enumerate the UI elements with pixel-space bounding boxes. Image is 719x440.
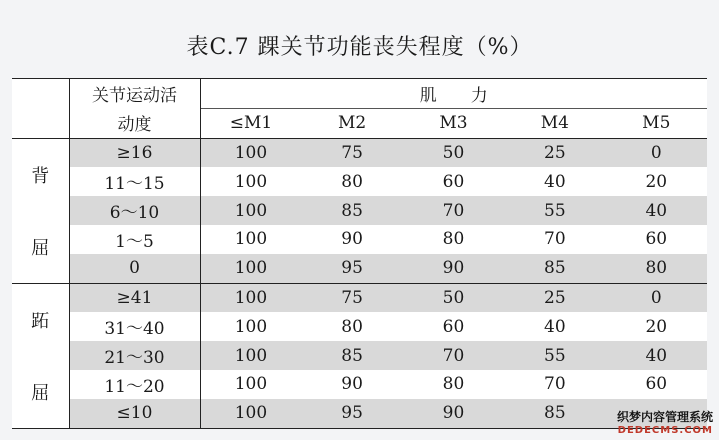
value-cell: 60 [403,312,504,341]
value-cell: 100 [200,138,301,167]
value-cell: 100 [200,283,301,312]
value-cell: 40 [606,341,707,370]
value-cell: 100 [200,254,301,283]
value-cell: 50 [403,138,504,167]
value-cell: 40 [504,167,605,196]
value-cell: 20 [606,167,707,196]
header-row-1 [12,79,707,109]
table-row [12,225,707,254]
range-cell: ≥41 [69,283,200,312]
grade-header-m1: ≤M1 [200,108,301,138]
value-cell: 90 [403,399,504,428]
value-cell: 90 [301,370,402,399]
value-cell: 40 [606,196,707,225]
range-cell: ≤10 [69,399,200,428]
motion-direction-cell [12,283,69,428]
value-cell: 55 [504,196,605,225]
range-header-line2: 动度 [69,108,200,138]
range-cell: 31～40 [69,312,200,341]
table-row [12,196,707,225]
grade-header-m5: M5 [606,108,707,138]
value-cell: 60 [403,167,504,196]
range-cell: 6～10 [69,196,200,225]
table-row [12,138,707,167]
value-cell: 100 [200,399,301,428]
value-cell: 75 [301,138,402,167]
table-row [12,370,707,399]
value-cell: 100 [200,225,301,254]
range-cell: 11～20 [69,370,200,399]
value-cell: 95 [301,254,402,283]
table-row [12,341,707,370]
value-cell: 85 [504,254,605,283]
value-cell: 85 [301,196,402,225]
value-cell: 80 [301,167,402,196]
table-row [12,167,707,196]
watermark-line2: DEDECMS.COM [617,425,713,436]
strength-header: 肌 力 [200,79,707,109]
value-cell: 60 [606,225,707,254]
ankle-function-table [12,78,707,429]
motion-direction-char: 屈 [31,237,50,259]
table-row [12,254,707,283]
value-cell: 80 [403,370,504,399]
table-title: 表C.7 踝关节功能丧失程度（%） [186,35,533,60]
value-cell: 70 [403,341,504,370]
range-cell: 0 [69,254,200,283]
value-cell: 85 [301,341,402,370]
header-row-2 [12,108,707,138]
value-cell: 80 [301,312,402,341]
grade-header-m3: M3 [403,108,504,138]
value-cell: 70 [504,225,605,254]
value-cell: 95 [301,399,402,428]
motion-direction-char: 跖 [31,310,50,332]
watermark-line1: 织梦内容管理系统 [616,410,713,424]
value-cell: 90 [301,225,402,254]
motion-direction-char: 屈 [31,382,50,404]
value-cell: 100 [200,196,301,225]
value-cell: 75 [301,283,402,312]
value-cell: 100 [200,370,301,399]
value-cell: 25 [504,138,605,167]
value-cell: 25 [504,283,605,312]
range-cell: 11～15 [69,167,200,196]
header-corner-cell [12,79,69,139]
value-cell: 100 [200,167,301,196]
watermark [617,408,713,436]
value-cell: 40 [504,312,605,341]
value-cell: 20 [606,312,707,341]
range-cell: ≥16 [69,138,200,167]
value-cell: 0 [606,283,707,312]
table-row [12,312,707,341]
motion-direction-cell [12,138,69,283]
range-header-line1: 关节运动活 [69,79,200,109]
grade-header-m2: M2 [301,108,402,138]
grade-header-m4: M4 [504,108,605,138]
value-cell: 70 [403,196,504,225]
value-cell: 90 [403,254,504,283]
value-cell: 100 [200,312,301,341]
value-cell: 85 [504,399,605,428]
motion-direction-char: 背 [31,165,50,187]
value-cell: 50 [403,283,504,312]
value-cell: 55 [504,341,605,370]
range-cell: 21～30 [69,341,200,370]
table-row [12,283,707,312]
value-cell: 0 [606,138,707,167]
value-cell: 80 [403,225,504,254]
value-cell: 60 [606,370,707,399]
value-cell: 80 [606,254,707,283]
table-row [12,399,707,428]
value-cell: 100 [200,341,301,370]
value-cell: 70 [504,370,605,399]
range-cell: 1～5 [69,225,200,254]
